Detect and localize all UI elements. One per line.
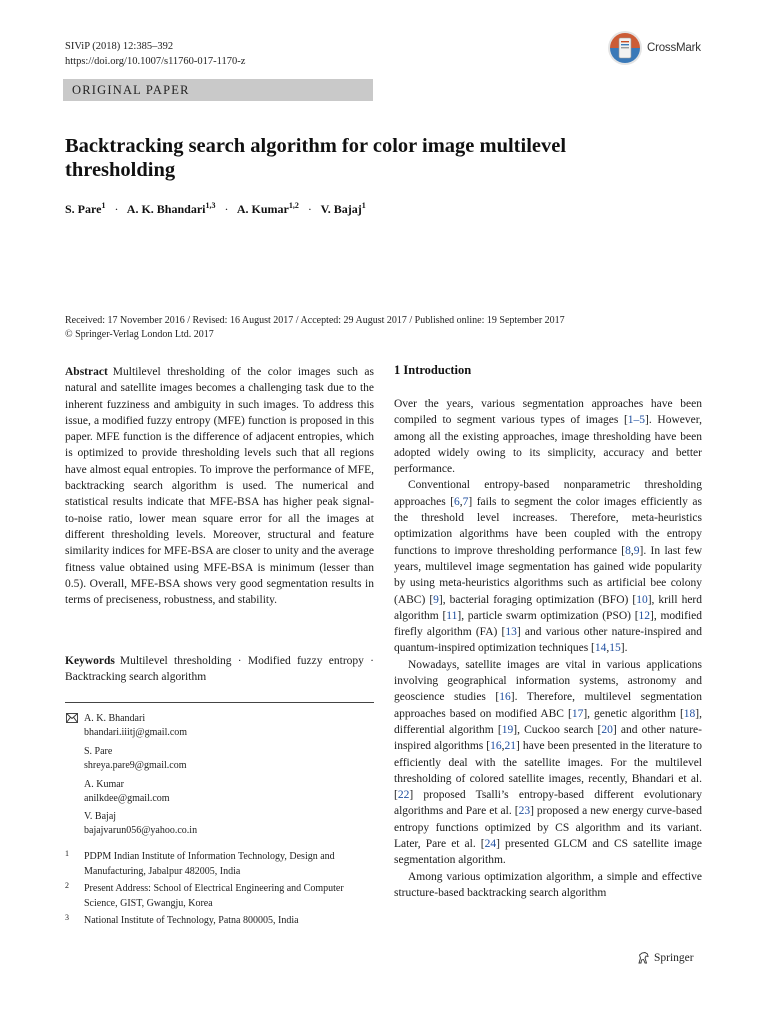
contact-entry <box>84 712 187 739</box>
intro-paragraph <box>394 869 702 902</box>
crossmark-icon <box>607 30 643 66</box>
author-separator: · <box>307 202 312 216</box>
paragraph-text: Conventional entropy-based nonparametric thresholding approaches [ <box>394 479 702 508</box>
contact-name: A. K. Bhandari <box>84 713 146 724</box>
paragraph-text: ], particle swarm optimization (PSO) [ <box>457 609 639 622</box>
citation-link[interactable]: 9 <box>633 544 640 557</box>
affiliation-number: 3 <box>65 913 69 922</box>
contact-entry <box>84 745 187 772</box>
contact-name: S. Pare <box>84 746 113 757</box>
envelope-icon <box>66 713 78 723</box>
keywords-block <box>65 653 374 686</box>
paragraph-text: , <box>459 495 463 508</box>
paragraph-text: ] proposed Tsalli’s entropy-based different evolutionary algorithms and Pare et al. [ <box>394 789 702 818</box>
citation-link[interactable]: 9 <box>433 593 439 606</box>
citation-link[interactable]: 22 <box>397 789 410 802</box>
author-name[interactable]: A. Kumar <box>236 202 289 216</box>
contact-entry <box>84 778 170 805</box>
article-type-banner: ORIGINAL PAPER <box>63 79 373 101</box>
citation-link[interactable]: 24 <box>484 838 497 851</box>
author-separator: · <box>224 202 229 216</box>
citation-link[interactable]: 18 <box>683 707 696 720</box>
citation-link[interactable]: 19 <box>501 723 514 736</box>
footnote-divider <box>65 702 374 703</box>
paragraph-text: ], modified firefly algorithm (FA) [ <box>394 609 702 639</box>
paragraph-text: ] have been presented in the literature to efficiently deal with the satellite images. For the multilevel thresholding of colored satellite images, recently, Bhandari et al. [ <box>394 740 702 802</box>
paragraph-text: ], genetic algorithm [ <box>583 707 684 720</box>
section-heading: 1 Introduction <box>394 363 472 377</box>
paragraph-text: ] and various other nature-inspired and quantum-inspired optimization techniques [ <box>394 626 702 655</box>
citation-link[interactable]: 21 <box>504 740 517 753</box>
paragraph-text: ]. Therefore, multilevel segmentation approaches based on modified ABC [ <box>394 691 703 720</box>
paragraph-text: ]. <box>620 642 628 655</box>
citation-link[interactable]: 10 <box>636 593 648 606</box>
springer-horse-icon <box>637 951 650 964</box>
intro-paragraph <box>394 396 702 477</box>
crossmark-label: CrossMark <box>647 42 701 54</box>
journal-header <box>65 40 245 69</box>
affiliation-text: Present Address: School of Electrical Engineering and Computer Science, GIST, Gwangju, Korea <box>84 883 344 909</box>
author-affiliation-mark: 1 <box>101 201 106 210</box>
affiliation-number: 2 <box>65 881 69 890</box>
paragraph-text: Over the years, various segmentation approaches have been compiled to segment various types of images [ <box>394 398 702 427</box>
citation-link[interactable]: 7 <box>462 495 469 508</box>
publisher-name: Springer <box>654 951 694 964</box>
affiliation-number: 1 <box>65 849 69 858</box>
author-name[interactable]: S. Pare <box>65 202 102 216</box>
citation-link[interactable]: 13 <box>505 626 517 639</box>
copyright-notice: © Springer-Verlag London Ltd. 2017 <box>65 329 214 340</box>
abstract-block <box>65 364 374 608</box>
keywords-text: Multilevel thresholding · Modified fuzzy entropy · Backtracking search algorithm <box>65 655 374 684</box>
contact-email[interactable]: anilkdee@gmail.com <box>84 792 170 804</box>
citation-link[interactable]: 14 <box>594 642 607 655</box>
contact-name: A. Kumar <box>84 779 124 790</box>
crossmark-badge[interactable] <box>607 30 701 66</box>
intro-paragraph <box>394 477 702 656</box>
author-affiliation-mark: 1,2 <box>288 201 299 210</box>
paragraph-text: , <box>606 642 610 655</box>
paragraph-text: ], krill herd algorithm [ <box>394 593 703 622</box>
paragraph-text: ] presented GLCM and CS satellite image segmentation algorithm. <box>394 838 702 867</box>
author-affiliation-mark: 1,3 <box>205 201 216 210</box>
contact-email[interactable]: bhandari.iiitj@gmail.com <box>84 726 188 738</box>
contact-name: V. Bajaj <box>84 811 117 822</box>
author-name[interactable]: V. Bajaj <box>320 202 362 216</box>
paragraph-text: ], bacterial foraging optimization (BFO) [ <box>438 593 637 606</box>
citation-link[interactable]: 1–5 <box>627 414 646 427</box>
citation-link[interactable]: 12 <box>638 609 651 622</box>
affiliation-text: National Institute of Technology, Patna 800005, India <box>84 915 299 926</box>
paragraph-text: ], Cuckoo search [ <box>513 723 602 736</box>
citation-link[interactable]: 20 <box>601 723 613 736</box>
citation-link[interactable]: 11 <box>446 609 458 622</box>
intro-paragraph <box>394 657 702 869</box>
paragraph-text: ], differential algorithm [ <box>394 707 703 736</box>
citation-link[interactable]: 15 <box>609 642 621 655</box>
contact-email[interactable]: bajajvarun056@yahoo.co.in <box>84 824 198 836</box>
author-list <box>65 201 366 217</box>
paragraph-text: ]. However, among all the existing approaches, image thresholding have been adopted widely owing to its simplicity, accuracy and better performance. <box>394 414 702 476</box>
citation-link[interactable]: 16 <box>490 740 502 753</box>
article-history <box>65 314 565 342</box>
author-name[interactable]: A. K. Bhandari <box>126 202 206 216</box>
paragraph-text: , <box>501 740 505 753</box>
citation-link[interactable]: 16 <box>499 691 511 704</box>
abstract-label: Abstract <box>65 366 108 378</box>
citation-link[interactable]: 23 <box>518 805 531 818</box>
contact-email[interactable]: shreya.pare9@gmail.com <box>84 759 187 771</box>
paragraph-text: ]. In last few years, multilevel image segmentation has gained wide popularity by using meta-heuristics algorithms such as artificial bee colony (ABC) [ <box>394 544 702 606</box>
paragraph-text: ] fails to segment the color images efficiently as the threshold level increases. Therefore, meta-heuristics optimization algorithms have been coupled with the entropy functions to improve thresholding performance [ <box>394 495 702 557</box>
keywords-label: Keywords <box>65 655 115 667</box>
doi-link[interactable]: https://doi.org/10.1007/s11760-017-1170-z <box>65 55 246 67</box>
paragraph-text: Nowadays, satellite images are vital in various applications involving geographical information systems, astronomy and geoscience studies [ <box>394 658 702 704</box>
citation-link[interactable]: 17 <box>571 707 584 720</box>
paragraph-text: ] and other nature-inspired algorithms [ <box>394 723 702 753</box>
introduction-body <box>394 396 702 901</box>
citation-link[interactable]: 8 <box>625 544 631 557</box>
paragraph-text: Among various optimization algorithm, a simple and effective structure-based backtracking search algorithm <box>394 870 702 899</box>
paragraph-text: , <box>630 544 634 557</box>
journal-citation: SIViP (2018) 12:385–392 <box>65 41 174 52</box>
author-affiliation-mark: 1 <box>361 201 366 210</box>
contact-entry <box>84 810 197 837</box>
paper-title: Backtracking search algorithm for color image multilevel thresholding <box>65 135 567 181</box>
citation-link[interactable]: 6 <box>454 495 460 508</box>
paragraph-text: ] proposed a new energy curve-based entropy functions optimized by CS algorithm and its variant. Later, Pare et al. [ <box>394 805 703 851</box>
publication-dates: Received: 17 November 2016 / Revised: 16 August 2017 / Accepted: 29 August 2017 / Published online: 19 September 2017 <box>65 315 565 326</box>
publisher-footer <box>637 951 694 964</box>
abstract-text: Multilevel thresholding of the color images such as natural and satellite images becomes a challenging task due to the inherent fuzziness and ambiguity in such images. To address this issue, a modified fuzzy entropy (MFE) function is proposed in this paper. MFE function is the difference of adjacent entropies, which is optimized to provide thresholding levels such that all regions have almost equal entropies. To improve the performance of MFE, backtracking search algorithm is used. The numerical and statistical results indicate that MFE-BSA has higher peak signal-to-noise ratio, lower mean square error for all the images at different thresholding levels. Moreover, structural and feature similarity indices for MFE-BSA are closer to unity and the average fitness value obtained using MFE-BSA is minimum (lesser than 0.5). Overall, MFE-BSA shows very good segmentation results in terms of preciseness, robustness, and stability. <box>65 366 374 607</box>
affiliation-text: PDPM Indian Institute of Information Technology, Design and Manufacturing, Jabalpur 482005, India <box>84 851 335 877</box>
author-separator: · <box>114 202 119 216</box>
